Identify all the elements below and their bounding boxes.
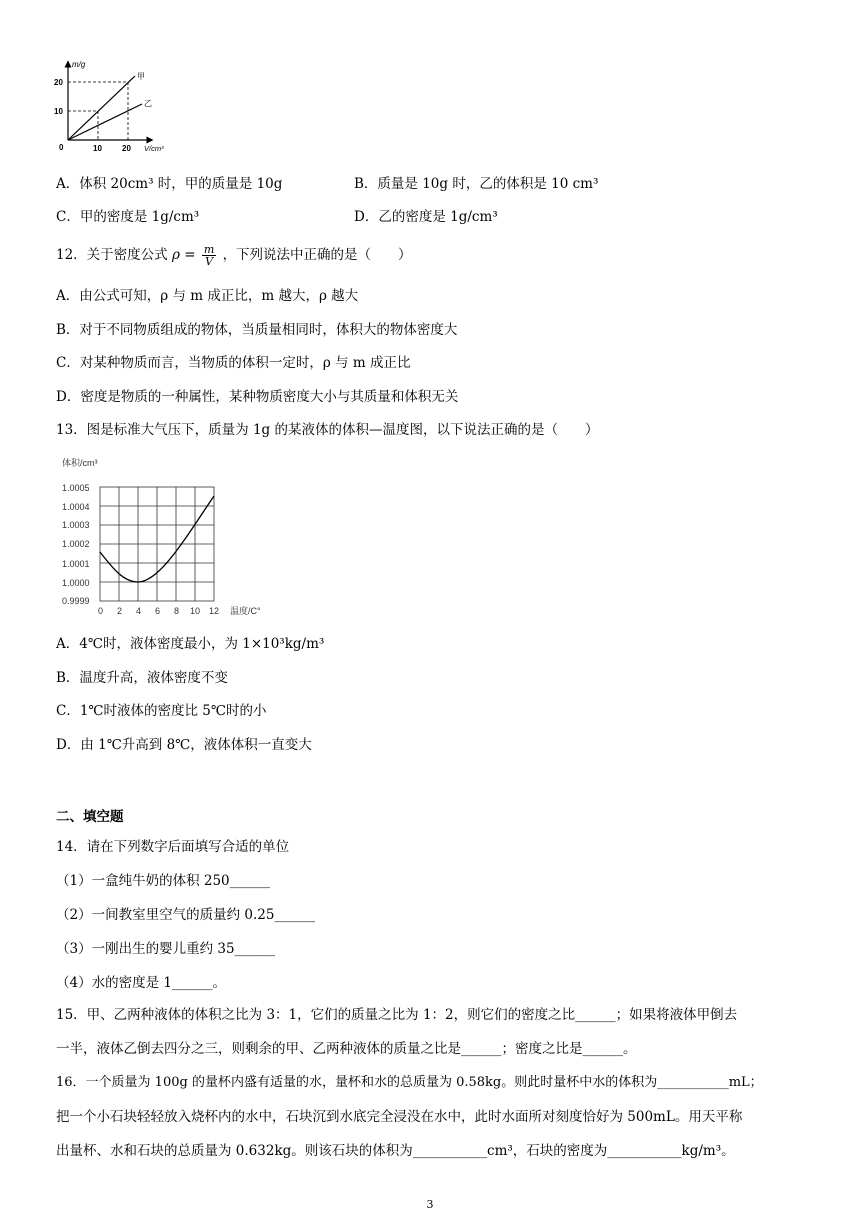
chart-grid — [100, 487, 214, 601]
q11-option-a[interactable]: A．体积 20cm³ 时，甲的质量是 10g — [56, 176, 283, 192]
q14-stem: 14．请在下列数字后面填写合适的单位 — [56, 839, 290, 855]
q12-option-d[interactable]: D．密度是物质的一种属性，某种物质密度大小与其质量和体积无关 — [56, 389, 459, 405]
ytick-1.0005: 1.0005 — [62, 483, 90, 493]
formula-numerator: m — [203, 243, 215, 256]
q12-stem-before: 12．关于密度公式 — [56, 247, 168, 263]
formula-denominator: V — [205, 255, 214, 268]
ytick-1.0001: 1.0001 — [62, 559, 90, 569]
chart-xlabel: V/cm³ — [144, 144, 164, 153]
xtick-10: 10 — [190, 606, 201, 616]
chart-ylabel: m/g — [72, 60, 86, 69]
q14-item-4[interactable]: （4）水的密度是 1______。 — [56, 975, 226, 991]
q13-option-c[interactable]: C．1℃时液体的密度比 5℃时的小 — [56, 703, 267, 719]
density-formula-fraction — [202, 244, 216, 267]
q11-option-d[interactable]: D．乙的密度是 1g/cm³ — [354, 209, 498, 225]
ytick-1.0002: 1.0002 — [62, 539, 90, 549]
series-label-jia: 甲 — [137, 72, 145, 81]
ytick-20: 20 — [54, 78, 63, 87]
density-formula-lhs: ρ = — [171, 247, 196, 263]
q12-option-b[interactable]: B．对于不同物质组成的物体，当质量相同时，体积大的物体密度大 — [56, 322, 458, 338]
q12-stem-after: ，下列说法中正确的是（ ） — [222, 247, 412, 263]
chart-origin: 0 — [59, 143, 64, 152]
xtick-20: 20 — [122, 144, 131, 153]
q16-line-1[interactable]: 16．一个质量为 100g 的量杯内盛有适量的水，量杯和水的总质量为 0.58kg。则此时量杯中水的体积为___________mL； — [56, 1075, 763, 1090]
series-line-yi — [68, 104, 142, 140]
page-number: 3 — [426, 1198, 434, 1211]
q13-option-a[interactable]: A．4℃时，液体密度最小，为 1×10³kg/m³ — [56, 636, 325, 652]
q14-item-1[interactable]: （1）一盒纯牛奶的体积 250______ — [56, 873, 271, 889]
xtick-2: 2 — [117, 606, 123, 616]
series-label-yi: 乙 — [144, 99, 152, 108]
q12-option-c[interactable]: C．对某种物质而言，当物质的体积一定时，ρ 与 m 成正比 — [56, 355, 411, 371]
section-title-fill-blank: 二、填空题 — [56, 809, 124, 825]
series-line-jia — [68, 76, 135, 140]
mass-volume-chart — [50, 58, 180, 158]
q14-item-2[interactable]: （2）一间教室里空气的质量约 0.25______ — [56, 907, 315, 923]
q11-option-b[interactable]: B．质量是 10g 时，乙的体积是 10 cm³ — [354, 176, 599, 192]
xtick-10: 10 — [93, 144, 102, 153]
q13-stem: 13．图是标准大气压下，质量为 1g 的某液体的体积—温度图，以下说法正确的是（ ） — [56, 422, 599, 438]
q12-option-a[interactable]: A．由公式可知，ρ 与 m 成正比，m 越大，ρ 越大 — [56, 288, 359, 304]
chart-xlabel: 温度/C° — [230, 606, 261, 616]
xtick-0: 0 — [98, 606, 104, 616]
q11-option-c[interactable]: C．甲的密度是 1g/cm³ — [56, 209, 200, 225]
q12-stem — [56, 244, 412, 267]
ytick-1.0000: 1.0000 — [62, 578, 90, 588]
xtick-12: 12 — [209, 606, 220, 616]
ytick-1.0004: 1.0004 — [62, 502, 90, 512]
xtick-6: 6 — [155, 606, 161, 616]
chart-ylabel: 体积/cm³ — [62, 458, 98, 468]
ytick-10: 10 — [54, 107, 63, 116]
ytick-1.0003: 1.0003 — [62, 520, 90, 530]
xtick-8: 8 — [174, 606, 180, 616]
q13-option-d[interactable]: D．由 1℃升高到 8℃，液体体积一直变大 — [56, 737, 312, 753]
q15-line-1[interactable]: 15．甲、乙两种液体的体积之比为 3：1，它们的质量之比为 1：2，则它们的密度之比______；如果将液体甲倒去 — [56, 1007, 738, 1023]
q15-line-2[interactable]: 一半，液体乙倒去四分之三，则剩余的甲、乙两种液体的质量之比是______；密度之比是______。 — [56, 1041, 637, 1057]
q14-item-3[interactable]: （3）一刚出生的婴儿重约 35______ — [56, 941, 276, 957]
xtick-4: 4 — [136, 606, 142, 616]
q16-line-2: 把一个小石块轻轻放入烧杯内的水中，石块沉到水底完全浸没在水中，此时水面所对刻度恰好为 500mL。用天平称 — [56, 1109, 743, 1125]
q16-line-3[interactable]: 出量杯、水和石块的总质量为 0.632kg。则该石块的体积为___________cm³，石块的密度为___________kg/m³。 — [56, 1143, 735, 1159]
ytick-0.9999: 0.9999 — [62, 596, 90, 606]
volume-temperature-chart — [56, 452, 296, 622]
q13-option-b[interactable]: B．温度升高，液体密度不变 — [56, 670, 228, 686]
